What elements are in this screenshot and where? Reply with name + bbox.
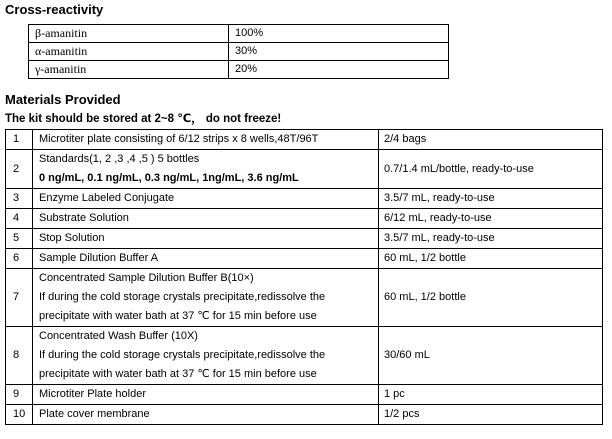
table-row [6,249,603,269]
description-line: Sample Dilution Buffer A [39,252,159,264]
table-row [29,61,449,79]
analyte-name: α-amanitin [29,43,229,61]
cross-reactivity-value: 30% [229,43,449,61]
description-line: Plate cover membrane [39,408,150,420]
item-number: 5 [6,229,33,249]
description-line: Substrate Solution [39,212,129,224]
item-quantity: 0.7/1.4 mL/bottle, ready-to-use [379,150,603,189]
description-line: Standards(1, 2 ,3 ,4 ,5 ) 5 bottles [39,153,200,165]
description-line: precipitate with water bath at 37 ℃ for 15 min before use [39,368,317,380]
table-row [6,405,603,425]
description-line: If during the cold storage crystals precipitate,redissolve the [39,349,326,361]
item-quantity: 1 pc [379,385,603,405]
description-line: Concentrated Sample Dilution Buffer B(10×) [39,272,254,284]
item-quantity: 2/4 bags [379,130,603,150]
cross-reactivity-table [28,24,449,79]
cross-reactivity-value: 20% [229,61,449,79]
item-description [33,327,379,385]
table-row [6,209,603,229]
item-description [33,405,379,425]
item-description [33,385,379,405]
item-quantity: 1/2 pcs [379,405,603,425]
table-row [29,25,449,43]
materials-table [5,129,603,425]
table-row [6,150,603,189]
table-row [29,43,449,61]
item-number: 7 [6,269,33,327]
item-number: 9 [6,385,33,405]
item-number: 6 [6,249,33,269]
item-quantity: 6/12 mL, ready-to-use [379,209,603,229]
description-line: Microtiter plate consisting of 6/12 strips x 8 wells,48T/96T [39,133,319,145]
storage-note: The kit should be stored at 2~8 ℃， do not freeze! [5,113,282,125]
analyte-name: γ-amanitin [29,61,229,79]
item-quantity: 60 mL, 1/2 bottle [379,249,603,269]
analyte-name: β-amanitin [29,25,229,43]
item-quantity: 60 mL, 1/2 bottle [379,269,603,327]
item-description [33,209,379,229]
description-line: If during the cold storage crystals precipitate,redissolve the [39,291,326,303]
item-description [33,229,379,249]
item-number: 1 [6,130,33,150]
materials-heading: Materials Provided [5,92,121,107]
item-description [33,189,379,209]
item-description [33,249,379,269]
item-number: 8 [6,327,33,385]
item-number: 4 [6,209,33,229]
cross-reactivity-heading: Cross-reactivity [5,2,104,17]
item-quantity: 30/60 mL [379,327,603,385]
item-number: 2 [6,150,33,189]
description-line: precipitate with water bath at 37 ℃ for 15 min before use [39,310,317,322]
item-description [33,269,379,327]
item-quantity: 3.5/7 mL, ready-to-use [379,189,603,209]
cross-reactivity-value: 100% [229,25,449,43]
table-row [6,269,603,327]
item-number: 3 [6,189,33,209]
item-quantity: 3.5/7 mL, ready-to-use [379,229,603,249]
description-line: Enzyme Labeled Conjugate [39,192,175,204]
table-row [6,229,603,249]
table-row [6,130,603,150]
table-row [6,385,603,405]
description-line: Microtiter Plate holder [39,388,146,400]
item-number: 10 [6,405,33,425]
description-line: Stop Solution [39,232,105,244]
table-row [6,189,603,209]
item-description [33,150,379,189]
item-description [33,130,379,150]
table-row [6,327,603,385]
description-line: Concentrated Wash Buffer (10X) [39,330,198,342]
standards-concentrations: 0 ng/mL, 0.1 ng/mL, 0.3 ng/mL, 1ng/mL, 3.6 ng/mL [39,172,299,184]
